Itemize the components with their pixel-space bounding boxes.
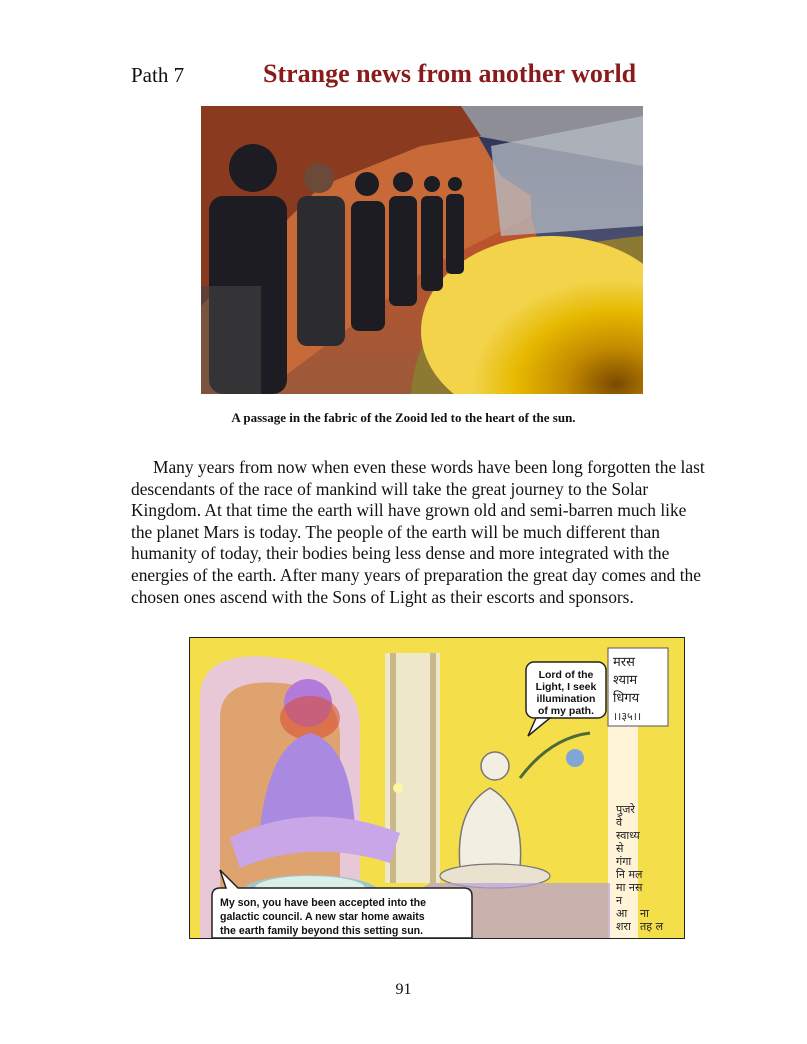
script-right-line: आ xyxy=(616,907,628,920)
script-top-line-3: धिगय xyxy=(613,691,640,706)
bubble-right-line-4: of my path. xyxy=(537,705,595,717)
page-number: 91 xyxy=(395,981,412,998)
script-top-line-4: ।।३५।। xyxy=(613,710,642,723)
zooid-passage-illustration xyxy=(201,106,643,394)
bubble-bottom-line-2: galactic council. A new star home awaits xyxy=(220,911,425,923)
script-right-line: मा नस xyxy=(616,881,643,894)
script-right-line: ना xyxy=(640,907,649,920)
script-right-line: नि मल xyxy=(616,868,643,881)
bubble-bottom-line-3: the earth family beyond this setting sun. xyxy=(220,925,424,937)
bubble-right-line-1: Lord of the xyxy=(538,669,594,681)
script-top-line-1: मरस xyxy=(613,655,635,670)
script-right-line: तह ल xyxy=(640,920,664,933)
script-right-line: से xyxy=(616,842,624,855)
script-top-line-2: श्याम xyxy=(613,673,638,688)
script-right-line: स्वाध्य xyxy=(616,829,640,842)
body-paragraph: Many years from now when even these words have been long forgotten the last descendants of the race of mankind will take the great journey to the Solar Kingdom. At that time the earth will have grown old and semi-barren much like the planet Mars is today. The people of the earth will be much different than humanity of today, their bodies being less dense and more integrated with the energies of the earth. After many years of preparation the great day comes and the chosen ones ascend with the Sons of Light as their escorts and sponsors. xyxy=(131,457,705,607)
bubble-bottom-line-1: My son, you have been accepted into the xyxy=(220,897,427,909)
script-right-line: न xyxy=(616,894,623,907)
bubble-right-line-3: illumination xyxy=(536,693,596,705)
script-right-line: गंगा xyxy=(616,855,632,868)
page-title: Strange news from another world xyxy=(263,59,637,88)
path-label: Path 7 xyxy=(131,63,185,87)
comic-illustration xyxy=(189,637,685,939)
figure-caption: A passage in the fabric of the Zooid led to the heart of the sun. xyxy=(231,410,576,425)
script-right-line: शरा xyxy=(616,920,631,933)
script-right-line: वे xyxy=(616,816,623,829)
bubble-right-line-2: Light, I seek xyxy=(535,681,597,693)
script-right-line: पुजरे xyxy=(616,803,635,816)
